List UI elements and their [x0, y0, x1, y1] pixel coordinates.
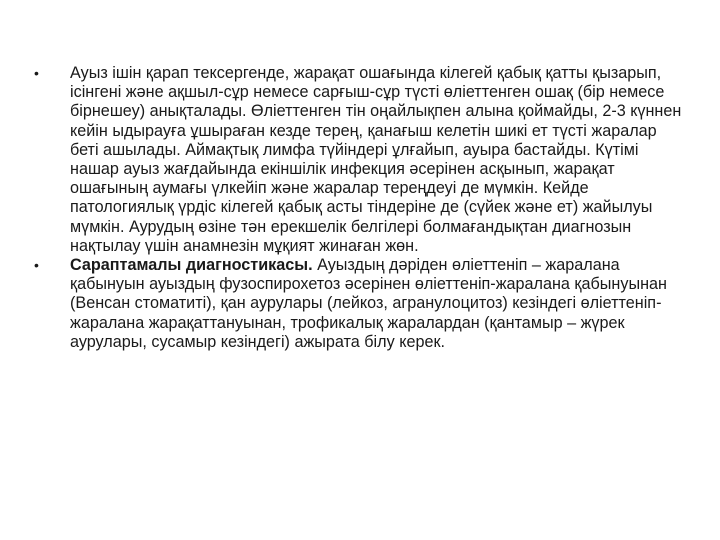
bullet-marker: • — [34, 257, 39, 274]
bullet-list — [34, 64, 684, 352]
bullet-bold-lead: Сараптамалы диагностикасы. — [70, 256, 313, 275]
bullet-text: Ауыз ішін қарап тексергенде, жарақат ошағында кілегей қабық қатты қызарып, ісінгені және ақшыл-сұр немесе сарғыш-сұр түсті өліеттенген ошақ (бір немесе бірнешеу) анықталады. Өліеттенген тін оңайлықпен алына қоймайды, 2-3 күннен кейін ыдырауға ұшыраған кезде терең, қанағыш келетін шикі ет түсті жаралар беті ашылады. Аймақтық лимфа түйіндері ұлғайып, ауыра бастайды. Күтімі нашар ауыз жағдайында екіншілік инфекция әсерінен асқынып, жарақат ошағының аумағы үлкейіп және жаралар тереңдеуі де мүмкін. Кейде патологиялық үрдіс кілегей қабық асты тіндеріне де (сүйек және ет) жайылуы мүмкін. Аурудың өзіне тән ерекшелік белгілері болмағандықтан диагнозын нақтылау үшін анамнезін мұқият жинаған жөн. — [70, 64, 682, 255]
bullet-item-differential-diagnosis — [34, 256, 684, 352]
bullet-item-clinical-exam — [34, 64, 684, 256]
bullet-marker: • — [34, 65, 39, 81]
bullet-text-wrapper — [70, 256, 684, 352]
bullet-text: Ауыздың дәріден өліеттеніп – жаралана қабынуын ауыздың фузоспирохетоз әсерінен өліеттеніп-жаралана қабынуынан (Венсан стоматиті), қан аурулары (лейкоз, агранулоцитоз) кезіндегі өліеттеніп-жаралана жарақаттануынан, трофикалық жаралардан (қантамыр – жүрек аурулары, сусамыр кезіндегі) ажырата білу керек. — [70, 256, 667, 351]
